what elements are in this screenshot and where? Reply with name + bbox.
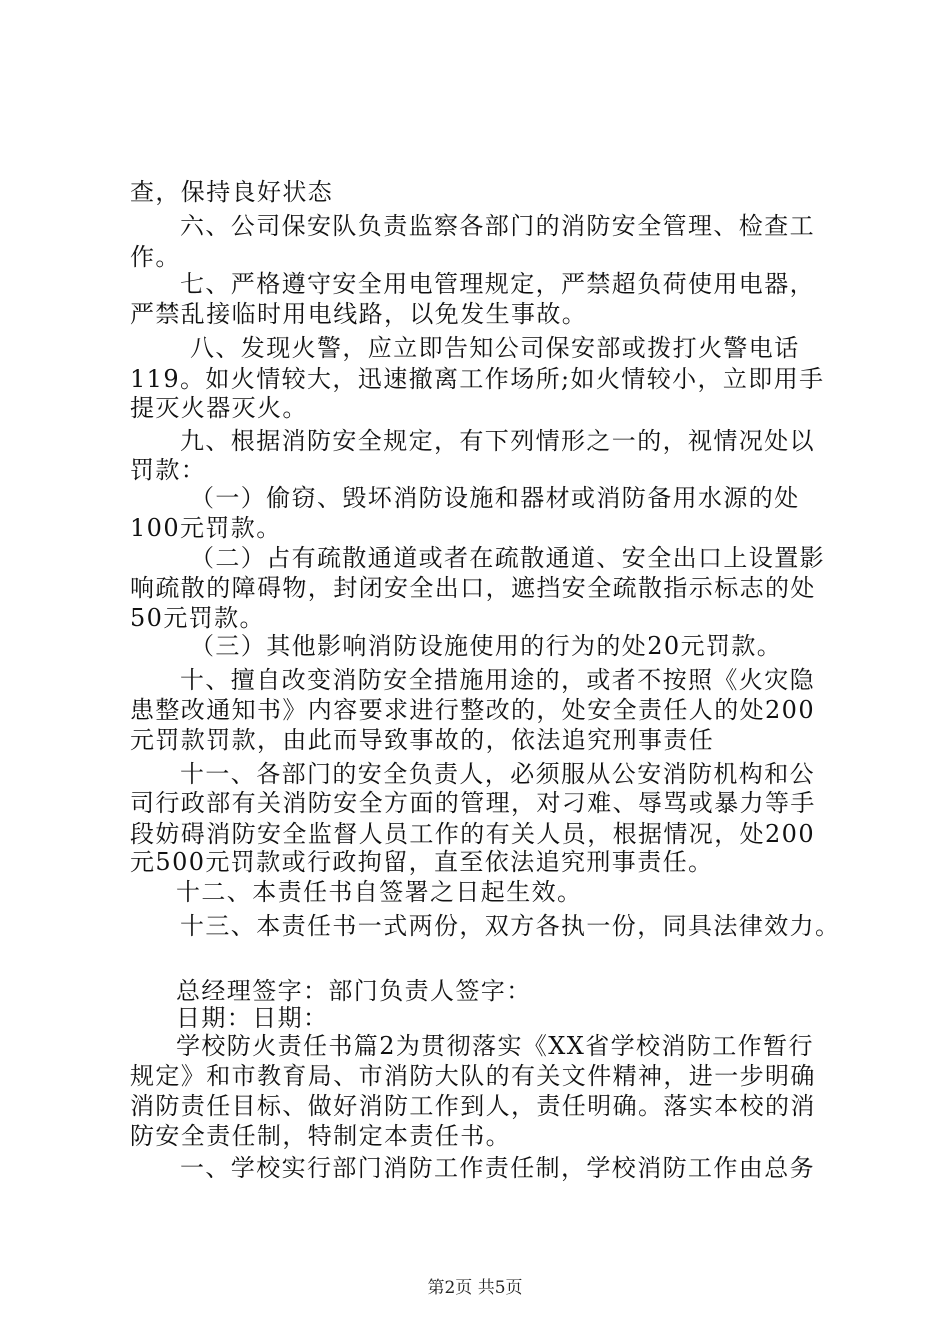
text-line: 元罚款罚款，由此而导致事故的，依法追究刑事责任 (130, 726, 715, 754)
text-line: 十、擅自改变消防安全措施用途的，或者不按照《火灾隐 (180, 666, 815, 694)
text-line: 罚款： (130, 456, 207, 484)
text-line: 八、发现火警，应立即告知公司保安部或拨打火警电话 (190, 334, 800, 362)
text-line: 作。 (130, 243, 181, 271)
text-line: 一、学校实行部门消防工作责任制，学校消防工作由总务 (180, 1154, 815, 1182)
text-line: 十三、本责任书一式两份，双方各执一份，同具法律效力。 (180, 912, 841, 940)
text-line: 元500元罚款或行政拘留，直至依法追究刑事责任。 (130, 848, 714, 876)
text-line: 查，保持良好状态 (130, 178, 334, 206)
text-line: 七、严格遵守安全用电管理规定，严禁超负荷使用电器， (180, 270, 815, 298)
text-line: 段妨碍消防安全监督人员工作的有关人员，根据情况，处200 (130, 820, 816, 848)
text-line: （二）占有疏散通道或者在疏散通道、安全出口上设置影 (190, 544, 825, 572)
text-line: 司行政部有关消防安全方面的管理，对刁难、辱骂或暴力等手 (130, 789, 816, 817)
text-line: 严禁乱接临时用电线路，以免发生事故。 (130, 300, 588, 328)
text-line: 学校防火责任书篇2为贯彻落实《XX省学校消防工作暂行 (176, 1032, 814, 1060)
page-number: 第2页 共5页 (427, 1278, 523, 1298)
text-line: 十一、各部门的安全负责人，必须服从公安消防机构和公 (180, 760, 815, 788)
text-line: 100元罚款。 (130, 514, 282, 542)
text-line: 六、公司保安队负责监察各部门的消防安全管理、检查工 (180, 212, 815, 240)
text-line: 十二、本责任书自签署之日起生效。 (176, 878, 583, 906)
text-line: （一）偷窃、毁坏消防设施和器材或消防备用水源的处 (190, 484, 800, 512)
date-line: 日期：日期： (176, 1004, 329, 1032)
text-line: 规定》和市教育局、市消防大队的有关文件精神，进一步明确 (130, 1062, 816, 1090)
text-line: 119。如火情较大，迅速撤离工作场所;如火情较小，立即用手 (130, 365, 825, 393)
text-line: 响疏散的障碍物，封闭安全出口，遮挡安全疏散指示标志的处 (130, 574, 816, 602)
text-line: （三）其他影响消防设施使用的行为的处20元罚款。 (190, 632, 783, 660)
text-line: 提灭火器灭火。 (130, 394, 308, 422)
text-line: 九、根据消防安全规定，有下列情形之一的，视情况处以 (180, 427, 815, 455)
text-line: 患整改通知书》内容要求进行整改的，处安全责任人的处200 (130, 696, 816, 724)
text-line: 50元罚款。 (130, 604, 265, 632)
signature-line: 总经理签字：部门负责人签字： (176, 977, 532, 1005)
text-line: 消防责任目标、做好消防工作到人，责任明确。落实本校的消 (130, 1092, 816, 1120)
text-line: 防安全责任制，特制定本责任书。 (130, 1122, 511, 1150)
